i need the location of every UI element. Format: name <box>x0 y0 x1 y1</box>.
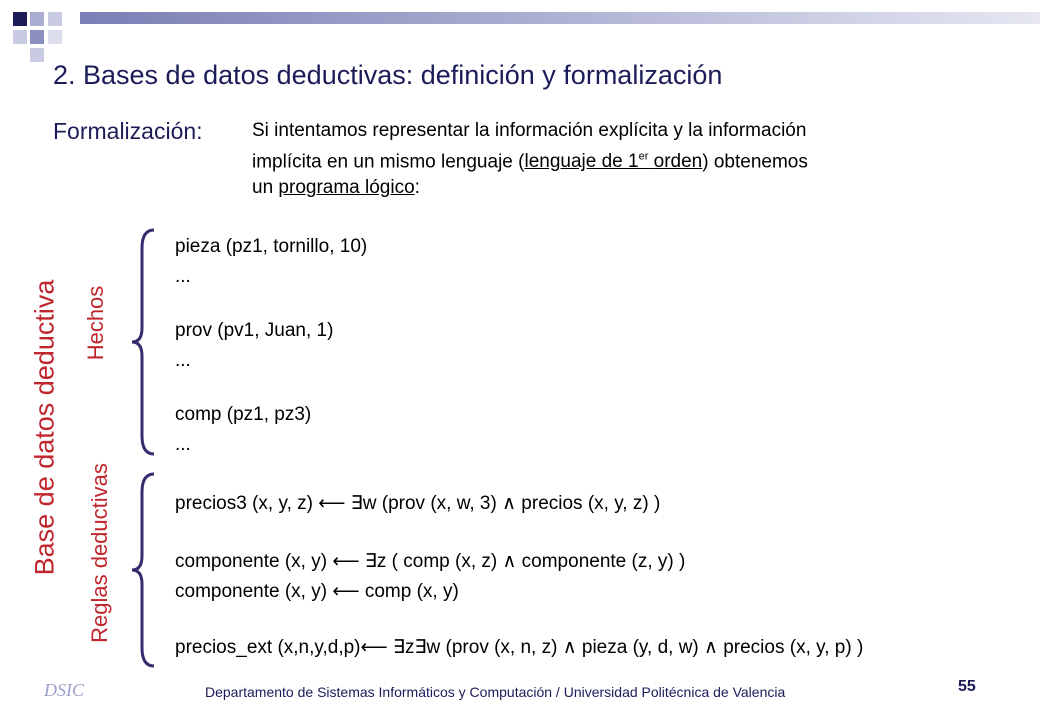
header-gradient-bar <box>80 12 1040 24</box>
slide-title: 2. Bases de datos deductivas: definición y formalización <box>53 60 723 90</box>
intro-line-2 <box>252 144 952 175</box>
deco-square-light <box>30 48 44 62</box>
deco-square-mid <box>30 30 44 44</box>
deco-square-light <box>48 12 62 26</box>
side-label-base-datos-deductiva: Base de datos deductiva <box>29 279 60 576</box>
fact-line: prov (pv1, Juan, 1) <box>175 320 334 341</box>
dsic-logo: DSIC <box>44 680 84 700</box>
fact-line: comp (pz1, pz3) <box>175 404 312 425</box>
rule-line: componente (x, y) ⟵ ∃z ( comp (x, z) ∧ componente (z, y) ) <box>175 551 686 572</box>
reglas-brace <box>128 472 158 668</box>
logic-program-term: programa lógico <box>278 177 415 199</box>
rule-line: precios_ext (x,n,y,d,p)⟵ ∃z∃w (prov (x, n, z) ∧ pieza (y, d, w) ∧ precios (x, y, p) ) <box>175 637 864 658</box>
page-number: 55 <box>958 678 976 695</box>
hechos-brace <box>128 228 158 456</box>
intro-paragraph <box>252 118 952 201</box>
deco-square-light <box>13 30 27 44</box>
rule-line: precios3 (x, y, z) ⟵ ∃w (prov (x, w, 3) ∧ precios (x, y, z) ) <box>175 493 661 514</box>
superscript: er <box>638 151 649 163</box>
formalizacion-label: Formalización: <box>53 118 203 144</box>
intro-line-3 <box>252 175 952 201</box>
side-label-reglas: Reglas deductivas <box>87 463 112 643</box>
deco-square-light <box>30 12 44 26</box>
intro-text: implícita en un mismo lenguaje ( <box>252 151 525 173</box>
ellipsis-line: ... <box>175 434 191 455</box>
first-order-language-term <box>524 151 702 172</box>
intro-text: ) obtenemos <box>702 151 808 173</box>
side-label-hechos: Hechos <box>83 285 108 361</box>
deco-square-light <box>48 30 62 44</box>
intro-text: : <box>414 177 420 199</box>
ellipsis-line: ... <box>175 266 191 287</box>
term-part: orden <box>648 151 703 173</box>
ellipsis-line: ... <box>175 350 191 371</box>
footer-text: Departamento de Sistemas Informáticos y Computación / Universidad Politécnica de Valencia <box>205 684 786 700</box>
term-part: lenguaje de 1 <box>524 151 639 173</box>
rule-line: componente (x, y) ⟵ comp (x, y) <box>175 581 459 602</box>
deco-square-dark <box>13 12 27 26</box>
fact-line: pieza (pz1, tornillo, 10) <box>175 236 368 257</box>
intro-line-1: Si intentamos representar la información explícita y la información <box>252 120 807 141</box>
intro-text: un <box>252 177 279 199</box>
